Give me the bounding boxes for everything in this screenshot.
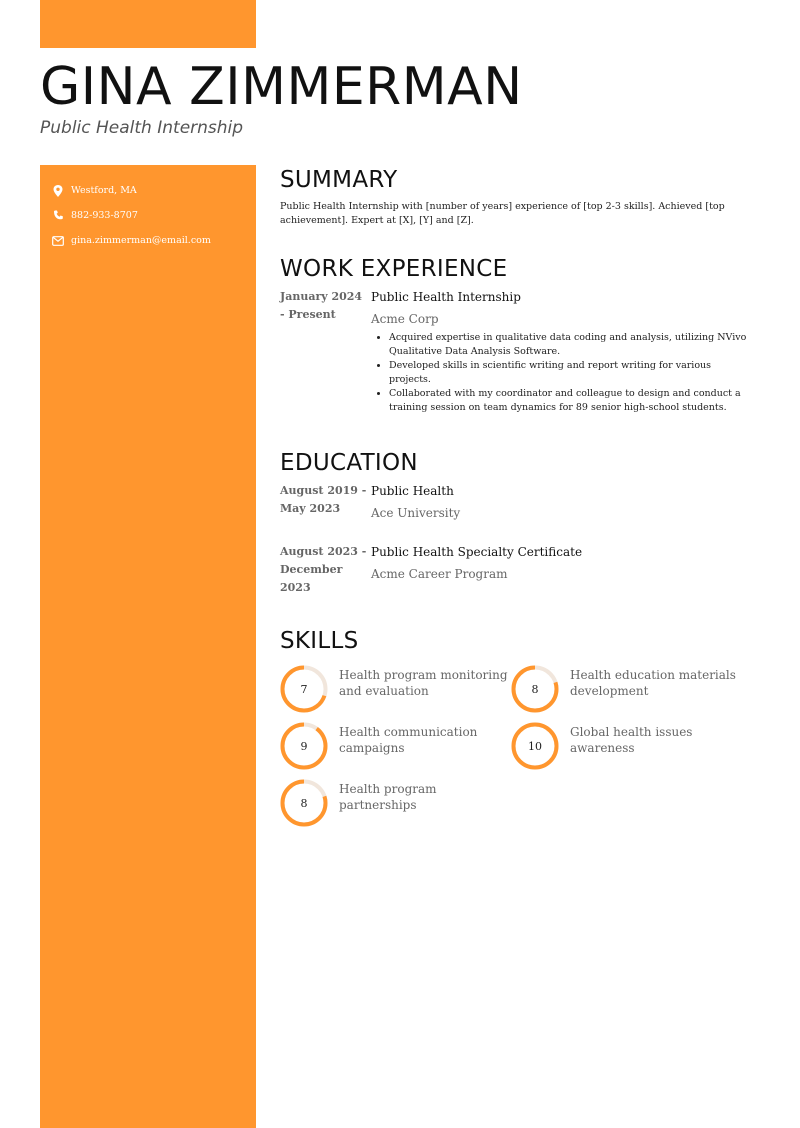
accent-rule-top (40, 41, 256, 43)
accent-rule-bottom (40, 45, 256, 47)
date-end: - Present (280, 308, 336, 321)
skill-level-value: 8 (300, 796, 308, 810)
date-end: May 2023 (280, 502, 341, 515)
contact-info (52, 178, 252, 253)
work-entry-date (280, 288, 371, 415)
skill-label: Health program monitoring and evaluation (339, 668, 508, 698)
contact-email[interactable] (52, 228, 252, 253)
summary-text: Public Health Internship with [number of years] experience of [top 2-3 skills]. Achieved [top achievement]. Expert at [X], [Y] and [Z]. (280, 201, 725, 226)
education-entry-body (371, 543, 750, 597)
summary-heading: SUMMARY (280, 167, 398, 193)
contact-location (52, 178, 252, 203)
skill-level-value: 10 (528, 739, 542, 753)
school-name: Ace University (371, 506, 461, 520)
skill-level-value: 8 (531, 682, 539, 696)
degree-title: Public Health (371, 484, 454, 498)
school-name: Acme Career Program (371, 567, 508, 581)
education-entry-date (280, 543, 371, 597)
job-bullets (371, 331, 750, 415)
company-name: Acme Corp (371, 312, 439, 326)
skill-label: Health education materials development (570, 668, 736, 698)
work-entry (280, 288, 750, 415)
list-item: • Developed skills in scientific writing and report writing for various projects. (389, 359, 750, 387)
skill-level-ring (511, 722, 559, 770)
main-content (280, 166, 750, 827)
skill-level-ring (280, 665, 328, 713)
skill-level-ring (280, 722, 328, 770)
phone-text: 882-933-8707 (71, 210, 138, 221)
work-entry-body (371, 288, 750, 415)
degree-title: Public Health Specialty Certificate (371, 545, 583, 559)
skill-level-value: 9 (300, 739, 308, 753)
skill-item (280, 665, 511, 713)
skill-level-value: 7 (300, 682, 308, 696)
skill-level-ring (280, 779, 328, 827)
date-start: August 2023 - (280, 545, 367, 558)
skill-label: Health communication campaigns (339, 725, 478, 755)
sidebar-panel (40, 0, 256, 1128)
skill-label: Global health issues awareness (570, 725, 693, 755)
mail-icon (52, 235, 64, 247)
skill-item (280, 722, 511, 770)
date-start: January 2024 (280, 290, 363, 303)
date-start: August 2019 - (280, 484, 367, 497)
education-entry (280, 543, 750, 597)
education-entry-date (280, 482, 371, 522)
list-item: • Collaborated with my coordinator and colleague to design and conduct a training session on team dynamics for 89 senior high-school students. (389, 387, 750, 415)
skills-grid (280, 665, 750, 827)
education-entry-body (371, 482, 750, 522)
resume-header (40, 56, 760, 138)
skill-label: Health program partnerships (339, 782, 437, 812)
skill-item (511, 722, 742, 770)
skill-level-ring (511, 665, 559, 713)
skills-section (280, 627, 750, 827)
candidate-role: Public Health Internship (40, 118, 244, 138)
skills-heading: SKILLS (280, 628, 359, 654)
date-end: December 2023 (280, 563, 343, 594)
candidate-name: GINA ZIMMERMAN (40, 57, 523, 117)
location-text: Westford, MA (71, 185, 137, 196)
job-title: Public Health Internship (371, 290, 521, 304)
education-entry (280, 482, 750, 522)
email-link[interactable]: gina.zimmerman@email.com (71, 235, 211, 246)
location-pin-icon (52, 185, 64, 197)
work-heading: WORK EXPERIENCE (280, 256, 508, 282)
education-heading: EDUCATION (280, 450, 418, 476)
work-section (280, 255, 750, 415)
skill-item (511, 665, 742, 713)
contact-phone (52, 203, 252, 228)
education-section (280, 449, 750, 597)
summary-section (280, 166, 750, 228)
phone-icon (52, 210, 64, 222)
skill-item (280, 779, 511, 827)
list-item: • Acquired expertise in qualitative data coding and analysis, utilizing NVivo Qualitative Data Analysis Software. (389, 331, 750, 359)
